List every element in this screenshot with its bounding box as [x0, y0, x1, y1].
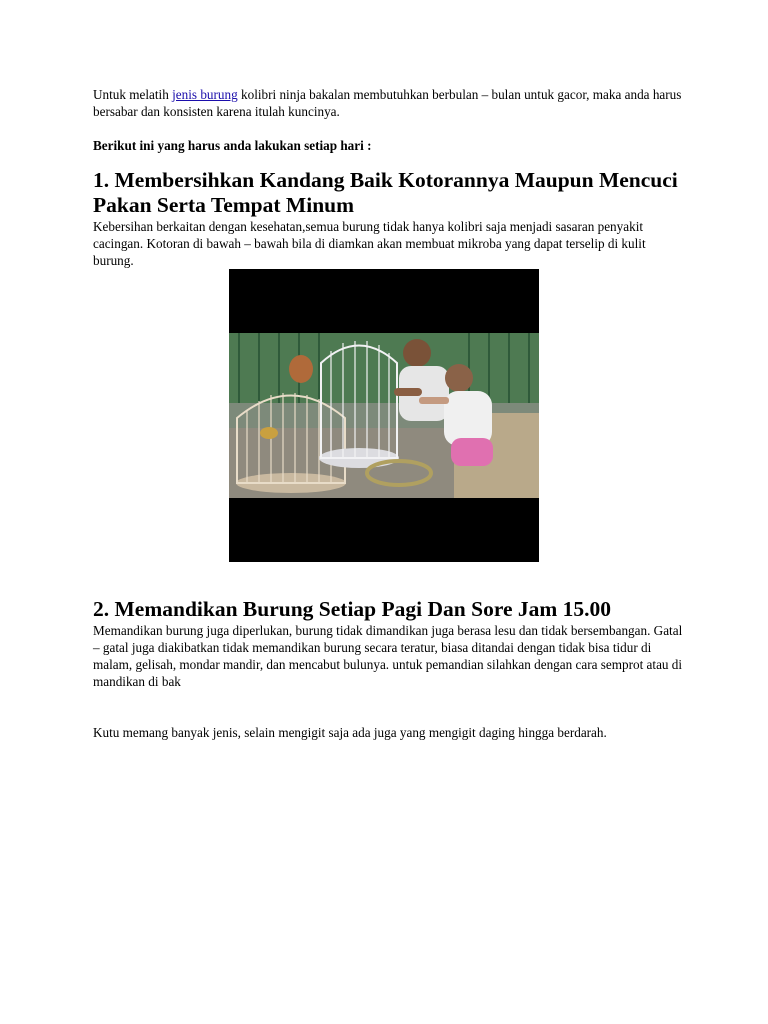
closing-paragraph: Kutu memang banyak jenis, selain mengigit saja ada juga yang mengigit daging hingga berdarah. — [93, 725, 607, 740]
intro-text-before: Untuk melatih — [93, 87, 173, 102]
section2-body: Memandikan burung juga diperlukan, burung tidak dimandikan juga berasa lesu dan tidak bersembangan. Gatal – gatal juga diakibatkan tidak memandikan burung secara teratur, biasa ditandai dengan tidak bisa tidur di malam, gelisah, mondar mandir, dan mencabut bulunya. untuk pemandian silahkan dengan cara semprot atau di mandikan di bak — [93, 623, 683, 689]
man-head — [403, 339, 431, 367]
section2-heading: 2. Memandikan Burung Setiap Pagi Dan Sore Jam 15.00 — [93, 597, 612, 621]
intro-paragraph — [93, 86, 683, 120]
intro-text-after: kolibri ninja bakalan membutuhkan berbulan – bulan untuk gacor, maka anda harus bersabar dan konsisten karena itulah kuncinya. — [93, 87, 682, 119]
child-pants — [451, 438, 493, 466]
spacer — [93, 690, 683, 724]
man-arm — [394, 388, 422, 396]
bird-cage-photo — [229, 269, 539, 562]
child-head — [445, 364, 473, 392]
green-fence — [229, 333, 539, 403]
small-bird — [260, 427, 278, 439]
jenis-burung-link[interactable]: jenis burung — [172, 87, 238, 102]
child-shirt — [444, 391, 492, 446]
bird-cage-photo-illustration — [229, 333, 539, 498]
document-page — [93, 86, 683, 741]
daily-tasks-intro: Berikut ini yang harus anda lakukan setiap hari : — [93, 138, 372, 153]
cage-left-top-ornament — [289, 355, 313, 383]
section1-body: Kebersihan berkaitan dengan kesehatan,semua burung tidak hanya kolibri saja menjadi sasaran penyakit cacingan. Kotoran di bawah – bawah bila di diamkan akan membuat mikroba yang dapat terselip di kulit burung. — [93, 219, 646, 268]
child-arm — [419, 397, 449, 404]
section1-heading: 1. Membersihkan Kandang Baik Kotorannya Maupun Mencuci Pakan Serta Tempat Minum — [93, 168, 678, 217]
